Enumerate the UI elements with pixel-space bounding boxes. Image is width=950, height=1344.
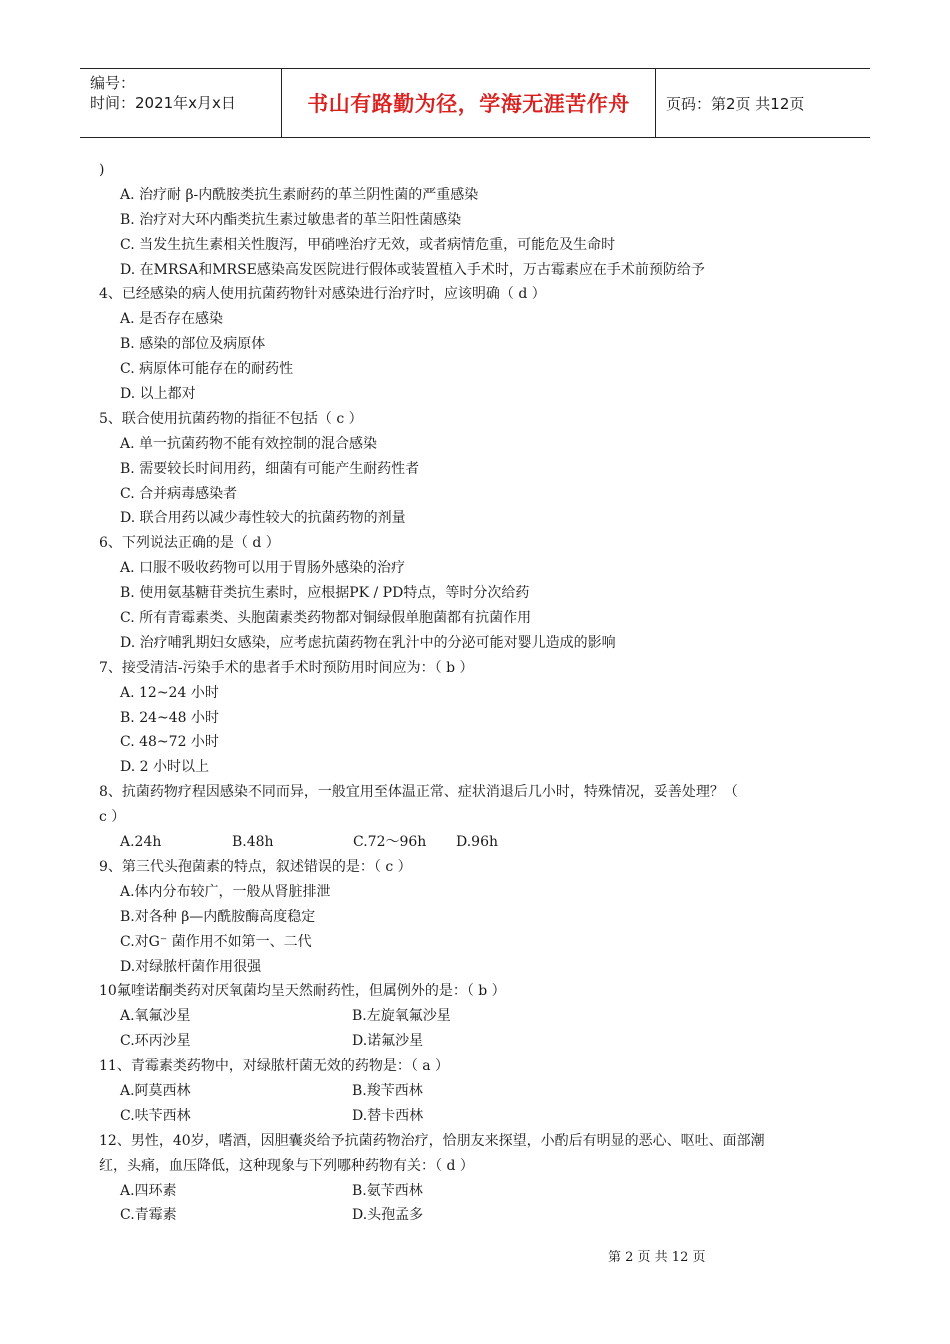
option-b: B.氨苄西林 [352, 1182, 423, 1199]
question-stem: 4、已经感染的病人使用抗菌药物针对感染进行治疗时，应该明确（ d ） [99, 286, 546, 303]
option-a: A.氧氟沙星 [120, 1008, 191, 1025]
option-line: D. 联合用药以减少毒性较大的抗菌药物的剂量 [120, 510, 406, 527]
option-b: B.48h [232, 834, 274, 851]
question-stem: 9、第三代头孢菌素的特点，叙述错误的是：（ c ） [99, 858, 412, 875]
option-line: C.对G⁻ 菌作用不如第一、二代 [120, 933, 312, 950]
doc-number-label: 编号： [90, 74, 136, 92]
option-line: D. 以上都对 [120, 386, 196, 403]
doc-date: 时间：2021年x月x日 [90, 94, 236, 112]
option-line: C. 48~72 小时 [120, 734, 219, 751]
question-stem: 8、抗菌药物疗程因感染不同而异，一般宜用至体温正常、症状消退后几小时，特殊情况，妥善处理？（ [99, 784, 738, 801]
option-c: C.青霉素 [120, 1207, 177, 1224]
option-line: A.体内分布较广，一般从肾脏排泄 [120, 883, 331, 900]
option-line: C. 合并病毒感染者 [120, 485, 238, 502]
option-line: A. 单一抗菌药物不能有效控制的混合感染 [120, 435, 378, 452]
option-line: A. 是否存在感染 [120, 311, 224, 328]
option-row [99, 1203, 859, 1228]
question-stem: 6、下列说法正确的是（ d ） [99, 535, 280, 552]
page-header [80, 68, 870, 138]
option-line: D. 2 小时以上 [120, 759, 209, 776]
option-c: C.72～96h [353, 834, 427, 851]
option-c: C.呋苄西林 [120, 1107, 191, 1124]
option-row [99, 1029, 859, 1054]
option-row [99, 1004, 859, 1029]
text-line: ) [99, 162, 105, 178]
option-line: B. 24~48 小时 [120, 709, 219, 726]
question-stem: 5、联合使用抗菌药物的指征不包括（ c ） [99, 410, 363, 427]
option-line: B. 治疗对大环内酯类抗生素过敏患者的革兰阳性菌感染 [120, 211, 462, 228]
option-d: D.头孢孟多 [352, 1207, 424, 1224]
option-row [99, 1079, 859, 1104]
option-row [99, 830, 859, 855]
option-row [99, 1179, 859, 1204]
header-motto: 书山有路勤为径，学海无涯苦作舟 [307, 92, 630, 116]
question-list [99, 158, 859, 1228]
option-d: D.96h [456, 834, 499, 851]
header-page-number: 页码：第2页 共12页 [666, 94, 805, 113]
option-line: A. 治疗耐 β-内酰胺类抗生素耐药的革兰阴性菌的严重感染 [120, 186, 479, 203]
option-d: D.诺氟沙星 [352, 1033, 424, 1050]
question-stem: 7、接受清洁-污染手术的患者手术时预防用时间应为：（ b ） [99, 659, 474, 676]
question-stem-continuation: 红，头痛，血压降低，这种现象与下列哪种药物有关：（ d ） [99, 1157, 474, 1174]
option-line: C. 所有青霉素类、头胞菌素类药物都对铜绿假单胞菌都有抗菌作用 [120, 610, 532, 627]
option-line: B.对各种 β—内酰胺酶高度稳定 [120, 908, 316, 925]
option-line: D.对绿脓杆菌作用很强 [120, 958, 262, 975]
option-line: A. 12~24 小时 [120, 684, 219, 701]
option-line: C. 当发生抗生素相关性腹泻，甲硝唑治疗无效，或者病情危重，可能危及生命时 [120, 236, 616, 253]
option-a: A.阿莫西林 [120, 1082, 191, 1099]
header-motto-cell [281, 69, 656, 137]
header-meta [80, 69, 280, 137]
option-row [99, 1104, 859, 1129]
option-line: B. 使用氨基糖苷类抗生素时，应根据PK / PD特点，等时分次给药 [120, 585, 530, 602]
option-line: B. 感染的部位及病原体 [120, 336, 266, 353]
question-stem-continuation: c ） [99, 809, 126, 826]
question-stem: 12、男性，40岁，嗜酒，因胆囊炎给予抗菌药物治疗，恰朋友来探望，小酌后有明显的恶心、呕吐、面部潮 [99, 1132, 765, 1149]
option-a: A.24h [120, 834, 162, 851]
option-line: D. 在MRSA和MRSE感染高发医院进行假体或装置植入手术时，万古霉素应在手术前预防给予 [120, 261, 705, 278]
option-line: C. 病原体可能存在的耐药性 [120, 361, 294, 378]
option-b: B.羧苄西林 [352, 1082, 423, 1099]
option-d: D.替卡西林 [352, 1107, 424, 1124]
option-a: A.四环素 [120, 1182, 177, 1199]
option-c: C.环丙沙星 [120, 1033, 191, 1050]
question-stem: 11、青霉素类药物中，对绿脓杆菌无效的药物是：（ a ） [99, 1058, 450, 1075]
option-line: A. 口服不吸收药物可以用于胃肠外感染的治疗 [120, 560, 406, 577]
page-footer: 第 2 页 共 12 页 [608, 1250, 706, 1265]
option-line: B. 需要较长时间用药，细菌有可能产生耐药性者 [120, 460, 420, 477]
option-line: D. 治疗哺乳期妇女感染，应考虑抗菌药物在乳汁中的分泌可能对婴儿造成的影响 [120, 634, 616, 651]
question-stem: 10氟喹诺酮类药对厌氧菌均呈天然耐药性，但属例外的是：（ b ） [99, 983, 506, 1000]
option-b: B.左旋氧氟沙星 [352, 1008, 451, 1025]
